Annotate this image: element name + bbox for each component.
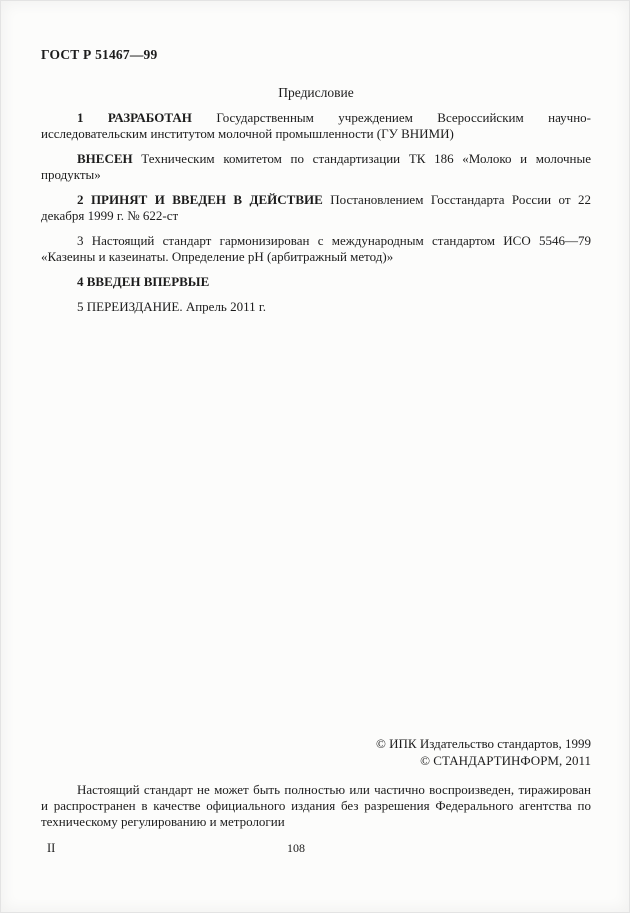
clause-submitted-lead: ВНЕСЕН — [77, 151, 133, 166]
copyright-line-2011: © СТАНДАРТИНФОРМ, 2011 — [420, 753, 591, 768]
clause-3-harmonized — [41, 233, 591, 265]
blank-area — [41, 315, 591, 735]
clause-1-lead: 1 РАЗРАБОТАН — [77, 110, 192, 125]
copyright-block — [41, 735, 591, 769]
arabic-page-number: 108 — [287, 841, 305, 855]
clause-2-adopted — [41, 192, 591, 224]
clause-2-text: Постановлением Госстандарта России от 22 декабря 1999 г. № 622-ст — [41, 192, 591, 223]
clause-submitted-text: Техническим комитетом по стандартизации ТК 186 «Молоко и молочные продукты» — [41, 151, 591, 182]
clause-1-developed — [41, 110, 591, 142]
reproduction-restriction-note: Настоящий стандарт не может быть полностью или частично воспроизведен, тиражирован и распространен в качестве официального издания без разрешения Федерального агентства по техническому регулированию и метрологии — [41, 782, 591, 829]
roman-page-number: II — [47, 841, 56, 855]
page-footer — [41, 840, 591, 856]
page-title: Предисловие — [278, 85, 354, 100]
clause-4-first-edition — [41, 274, 591, 290]
clause-1-text: Государственным учреждением Всероссийским научно-исследовательским институтом молочной промышленности (ГУ ВНИМИ) — [41, 110, 591, 141]
standard-code: ГОСТ Р 51467—99 — [41, 47, 158, 62]
copyright-line-1999: © ИПК Издательство стандартов, 1999 — [376, 736, 591, 751]
clause-2-lead: 2 ПРИНЯТ И ВВЕДЕН В ДЕЙСТВИЕ — [77, 192, 323, 207]
clause-3-text: 3 Настоящий стандарт гармонизирован с международным стандартом ИСО 5546—79 «Казеины и казеинаты. Определение рН (арбитражный метод)» — [41, 233, 591, 264]
clause-4-lead: 4 ВВЕДЕН ВПЕРВЫЕ — [77, 274, 210, 289]
clause-5-text: 5 ПЕРЕИЗДАНИЕ. Апрель 2011 г. — [77, 299, 266, 314]
clause-submitted — [41, 151, 591, 183]
clause-5-reissue — [41, 299, 591, 315]
